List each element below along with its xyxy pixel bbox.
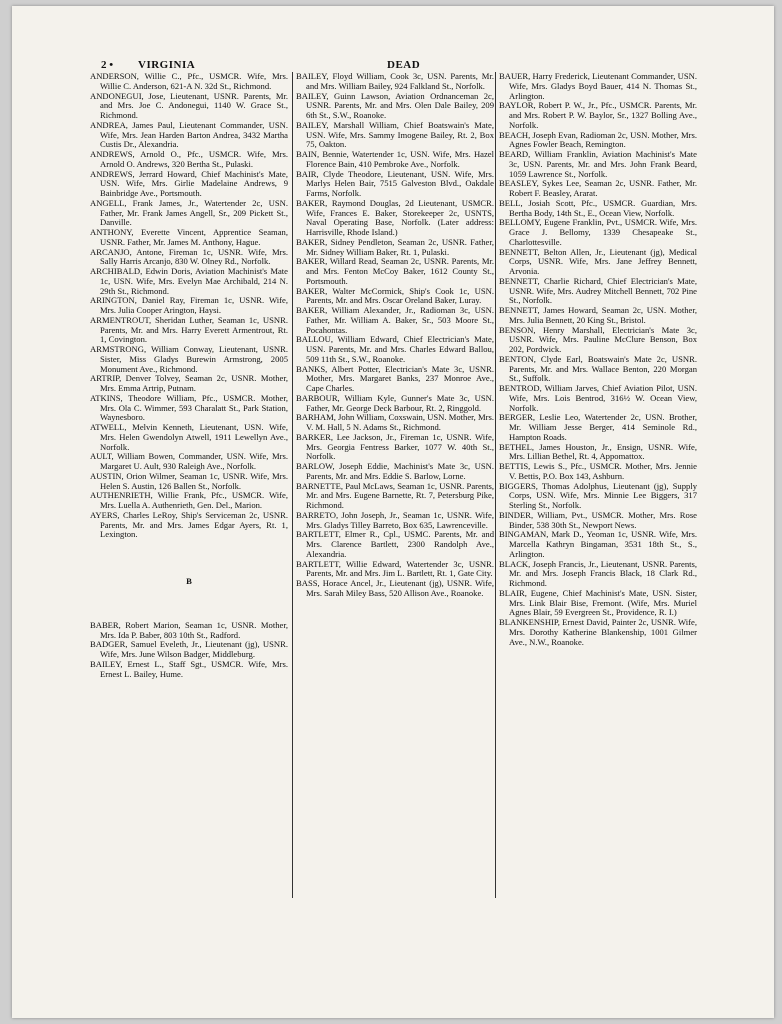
casualty-entry: BINDER, William, Pvt., USMCR. Mother, Mrs. Rose Binder, 538 30th St., Newport News.: [499, 509, 697, 530]
casualty-entry: BELLOMY, Eugene Franklin, Pvt., USMCR. Wife, Mrs. Grace J. Bellomy, 1339 Chesapeake St., Charlottesville.: [499, 217, 697, 247]
casualty-entry: BENTON, Clyde Earl, Boatswain's Mate 2c, USNR. Parents, Mr. and Mrs. Wallace Benton, 220 Morgan St., Suffolk.: [499, 353, 697, 384]
column-1: [90, 72, 288, 679]
casualty-entry: BAIR, Clyde Theodore, Lieutenant, USN. Wife, Mrs. Marlys Helen Bair, 7515 Galveston Blvd., Oakdale Farms, Norfolk.: [296, 168, 494, 198]
casualty-entry: BELL, Josiah Scott, Pfc., USMCR. Guardian, Mrs. Bertha Body, 14th St., E., Ocean View, Norfolk.: [499, 197, 697, 218]
casualty-entry: BEARD, William Franklin, Aviation Machinist's Mate 3c, USN. Parents, Mr. and Mrs. John Frank Beard, 1059 Lawrence St., Norfolk.: [499, 149, 697, 179]
casualty-entry: BAILEY, Guinn Lawson, Aviation Ordnanceman 2c, USNR. Parents, Mr. and Mrs. Olen Dale Bailey, 209 6th St., S.W., Roanoke.: [296, 90, 494, 120]
casualty-entry: BENSON, Henry Marshall, Electrician's Mate 3c, USNR. Wife, Mrs. Pauline McClure Benson, Box 202, Pordwick.: [499, 324, 697, 354]
casualty-entry: BARTLETT, Willie Edward, Watertender 3c, USNR. Parents, Mr. and Mrs. Jim L. Bartlett, Rt. 1, Gate City.: [296, 558, 494, 579]
casualty-entry: BAILEY, Marshall William, Chief Boatswain's Mate, USN. Wife, Mrs. Sammy Imogene Bailey, Rt. 2, Box 75, Oakton.: [296, 119, 494, 150]
casualty-entry: BAILEY, Ernest L., Staff Sgt., USMCR. Wife, Mrs. Ernest L. Bailey, Hume.: [90, 658, 288, 679]
section-letter-b: B: [186, 576, 192, 586]
column-2: [296, 72, 494, 599]
casualty-entry: BEACH, Joseph Evan, Radioman 2c, USN. Mother, Mrs. Agnes Fowler Beach, Remington.: [499, 129, 697, 150]
casualty-entry: BLANKENSHIP, Ernest David, Painter 2c, USNR. Wife, Mrs. Dorothy Katherine Blankenship, 1001 Gilmer Ave., N.W., Roanoke.: [499, 617, 697, 647]
page-number: 2 •: [101, 59, 114, 71]
casualty-entry: BETHEL, James Houston, Jr., Ensign, USNR. Wife, Mrs. Lillian Bethel, Rt. 4, Appomattox.: [499, 441, 697, 462]
casualty-entry: AUSTIN, Orion Wilmer, Seaman 1c, USNR. Wife, Mrs. Helen S. Austin, 126 Ballen St., Norfolk.: [90, 470, 288, 491]
casualty-entry: BARLOW, Joseph Eddie, Machinist's Mate 3c, USN. Parents, Mr. and Mrs. Eddie S. Barlow, Lorne.: [296, 461, 494, 481]
casualty-entry: ANDONEGUI, Jose, Lieutenant, USNR. Parents, Mr. and Mrs. Joe C. Andonegui, 1140 W. Grace St., Richmond.: [90, 90, 288, 120]
casualty-entry: BEASLEY, Sykes Lee, Seaman 2c, USNR. Father, Mr. Robert F. Beasley, Ararat.: [499, 178, 697, 198]
casualty-entry: ARMSTRONG, William Conway, Lieutenant, USNR. Sister, Miss Gladys Burewin Armstrong, 2005 Monument Ave., Richmond.: [90, 344, 288, 374]
casualty-entry: BARTLETT, Elmer R., Cpl., USMC. Parents, Mr. and Mrs. Clarence Bartlett, 2300 Randolph Ave., Alexandria.: [296, 529, 494, 559]
casualty-entry: BARBOUR, William Kyle, Gunner's Mate 3c, USN. Father, Mr. George Deck Barbour, Rt. 2, Ringgold.: [296, 392, 494, 413]
casualty-entry: BAKER, Raymond Douglas, 2d Lieutenant, USMCR. Wife, Frances E. Baker, Storekeeper 2c, USNTS, Naval Operating Base, Norfolk. (Later address: Harrisville, Rhode Island.): [296, 197, 494, 237]
column-divider: [495, 72, 496, 898]
casualty-entry: BLACK, Joseph Francis, Jr., Lieutenant, USNR. Parents, Mr. and Mrs. Joseph Francis Black, 18 Clark Rd., Richmond.: [499, 558, 697, 588]
casualty-entry: ARCANJO, Antone, Fireman 1c, USNR. Wife, Mrs. Sally Harris Arcanjo, 830 W. Olney Rd., Norfolk.: [90, 246, 288, 267]
casualty-entry: ATKINS, Theodore William, Pfc., USMCR. Mother, Mrs. Ola C. Wimmer, 593 Charalatt St., Park Station, Waynesboro.: [90, 392, 288, 423]
casualty-entry: AYERS, Charles LeRoy, Ship's Serviceman 2c, USNR. Parents, Mr. and Mrs. James Edgar Ayers, Rt. 1, Lexington.: [90, 509, 288, 540]
casualty-entry: BIGGERS, Thomas Adolphus, Lieutenant (jg), Supply Corps, USN. Wife, Mrs. Minnie Lee Biggers, 317 Sterling St., Norfolk.: [499, 480, 697, 510]
casualty-entry: BENNETT, Belton Allen, Jr., Lieutenant (jg), Medical Corps, USNR. Wife, Mrs. Jane Jeffrey Bennett, Arvonia.: [499, 246, 697, 276]
casualty-entry: BALLOU, William Edward, Chief Electrician's Mate, USN. Parents, Mr. and Mrs. Charles Edward Ballou, 509 11th St., S.W., Roanoke.: [296, 334, 494, 364]
casualty-entry: BERGER, Leslie Leo, Watertender 2c, USN. Brother, Mr. William Jesse Berger, 414 Seminole Rd., Hampton Roads.: [499, 412, 697, 442]
section-title: DEAD: [387, 59, 421, 71]
casualty-entry: BARRETO, John Joseph, Jr., Seaman 1c, USNR. Wife, Mrs. Gladys Tilley Barreto, Box 635, Lawrenceville.: [296, 509, 494, 530]
casualty-entry: ARCHIBALD, Edwin Doris, Aviation Machinist's Mate 1c, USN. Wife, Mrs. Evelyn Mae Archibald, 214 N. 29th St., Richmond.: [90, 266, 288, 296]
casualty-entry: ANGELL, Frank James, Jr., Watertender 2c, USN. Father, Mr. Frank James Angell, Sr., 209 Pickett St., Danville.: [90, 197, 288, 228]
casualty-entry: BANKS, Albert Potter, Electrician's Mate 3c, USNR. Mother, Mrs. Margaret Banks, 237 Monroe Ave., Cape Charles.: [296, 363, 494, 393]
casualty-entry: ARINGTON, Daniel Ray, Fireman 1c, USNR. Wife, Mrs. Julia Cooper Arington, Haysi.: [90, 295, 288, 315]
casualty-entry: BETTIS, Lewis S., Pfc., USMCR. Mother, Mrs. Jennie V. Bettis, P.O. Box 143, Ashburn.: [499, 461, 697, 481]
casualty-entry: ARTRIP, Denver Tolvey, Seaman 2c, USNR. Mother, Mrs. Emma Artrip, Putnam.: [90, 373, 288, 393]
casualty-entry: BASS, Horace Ancel, Jr., Lieutenant (jg), USNR. Wife, Mrs. Sarah Miley Bass, 520 Allison Ave., Roanoke.: [296, 578, 494, 598]
casualty-entry: BAUER, Harry Frederick, Lieutenant Commander, USN. Wife, Mrs. Gladys Boyd Bauer, 414 N. Thomas St., Arlington.: [499, 71, 697, 101]
state-title: VIRGINIA: [138, 59, 196, 71]
casualty-entry: BAIN, Bennie, Watertender 1c, USN. Wife, Mrs. Hazel Florence Bain, 410 Pembroke Ave., Norfolk.: [296, 149, 494, 169]
casualty-entry: BAKER, Walter McCormick, Ship's Cook 1c, USN. Parents, Mr. and Mrs. Oscar Oreland Baker, Luray.: [296, 285, 494, 306]
casualty-entry: BABER, Robert Marion, Seaman 1c, USNR. Mother, Mrs. Ida P. Baber, 803 10th St., Radford.: [90, 619, 288, 640]
casualty-entry: BENTROD, William Jarves, Chief Aviation Pilot, USN. Wife, Mrs. Lois Bentrod, 316½ W. Ocean View, Norfolk.: [499, 383, 697, 413]
casualty-entry: BENNETT, James Howard, Seaman 2c, USN. Mother, Mrs. Julia Bennett, 20 King St., Bristol.: [499, 305, 697, 325]
casualty-entry: BAKER, William Alexander, Jr., Radioman 3c, USN. Father, Mr. William A. Baker, Sr., 503 Moore St., Pocahontas.: [296, 305, 494, 335]
casualty-entry: BLAIR, Eugene, Chief Machinist's Mate, USN. Sister, Mrs. Link Blair Bise, Fremont. (Wife, Mrs. Muriel Agnes Blair, 59 Evergreen St., Providence, R. I.): [499, 587, 697, 618]
column-divider: [292, 72, 293, 898]
casualty-entry: BAILEY, Floyd William, Cook 3c, USN. Parents, Mr. and Mrs. William Bailey, 924 Falkland St., Norfolk.: [296, 71, 494, 91]
casualty-entry: ANDREA, James Paul, Lieutenant Commander, USN. Wife, Mrs. Jean Harden Barton Andrea, 3432 Martha Custis Dr., Alexandria.: [90, 119, 288, 150]
casualty-entry: AUTHENRIETH, Willie Frank, Pfc., USMCR. Wife, Mrs. Luella A. Authenrieth, Gen. Del., Marion.: [90, 490, 288, 510]
casualty-entry: AULT, William Bowen, Commander, USN. Wife, Mrs. Margaret U. Ault, 930 Raleigh Ave., Norfolk.: [90, 451, 288, 471]
casualty-entry: ARMENTROUT, Sheridan Luther, Seaman 1c, USNR. Parents, Mr. and Mrs. Harry Everett Armentrout, Rt. 1, Covington.: [90, 314, 288, 345]
casualty-entry: BINGAMAN, Mark D., Yeoman 1c, USNR. Wife, Mrs. Marcella Kathryn Bingaman, 3531 18th St., S., Arlington.: [499, 529, 697, 559]
casualty-entry: ANTHONY, Everette Vincent, Apprentice Seaman, USNR. Father, Mr. James M. Anthony, Hague.: [90, 227, 288, 247]
casualty-entry: BAKER, Willard Read, Seaman 2c, USNR. Parents, Mr. and Mrs. Fenton McCoy Baker, 1612 County St., Portsmouth.: [296, 256, 494, 286]
casualty-entry: BENNETT, Charlie Richard, Chief Electrician's Mate, USNR. Wife, Mrs. Audrey Mitchell Bennett, 702 Pine St., Norfolk.: [499, 275, 697, 306]
casualty-entry: BARHAM, John William, Coxswain, USN. Mother, Mrs. V. M. Hall, 5 N. Adams St., Richmond.: [296, 412, 494, 432]
casualty-entry: ANDREWS, Arnold O., Pfc., USMCR. Wife, Mrs. Arnold O. Andrews, 320 Bertha St., Pulaski.: [90, 149, 288, 169]
casualty-entry: ANDERSON, Willie C., Pfc., USMCR. Wife, Mrs. Willie C. Anderson, 621-A N. 32d St., Richmond.: [90, 71, 288, 91]
column-3: [499, 72, 697, 647]
casualty-entry: BAYLOR, Robert P. W., Jr., Pfc., USMCR. Parents, Mr. and Mrs. Robert P. W. Baylor, Sr., 1327 Bolling Ave., Norfolk.: [499, 100, 697, 130]
casualty-entry: BAKER, Sidney Pendleton, Seaman 2c, USNR. Father, Mr. Sidney William Baker, Rt. 1, Pulaski.: [296, 236, 494, 257]
casualty-entry: ANDREWS, Jerrard Howard, Chief Machinist's Mate, USN. Wife, Mrs. Girlie Madelaine Andrews, 9 Bainbridge Ave., Portsmouth.: [90, 168, 288, 198]
casualty-entry: BARNETTE, Paul McLaws, Seaman 1c, USNR. Parents, Mr. and Mrs. Eugene Barnette, Rt. 7, Petersburg Pike, Richmond.: [296, 480, 494, 510]
casualty-entry: BADGER, Samuel Eveleth, Jr., Lieutenant (jg), USNR. Wife, Mrs. June Wilson Badger, Middleburg.: [90, 639, 288, 659]
casualty-entry: BARKER, Lee Jackson, Jr., Fireman 1c, USNR. Wife, Mrs. Georgia Fentress Barker, 1077 W. 40th St., Norfolk.: [296, 431, 494, 462]
casualty-entry: ATWELL, Melvin Kenneth, Lieutenant, USN. Wife, Mrs. Helen Gwendolyn Atwell, 1911 Lewellyn Ave., Norfolk.: [90, 422, 288, 452]
